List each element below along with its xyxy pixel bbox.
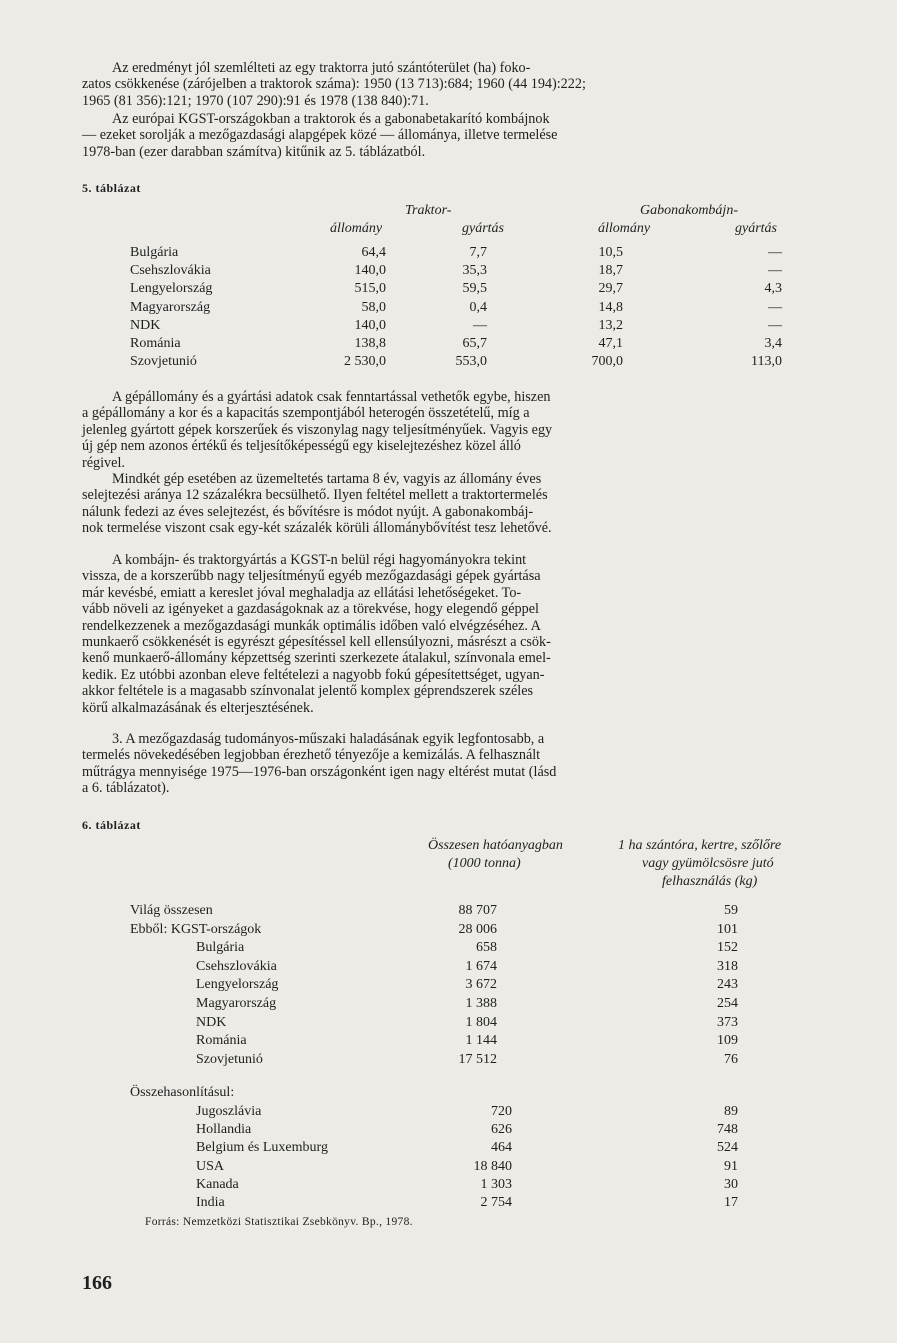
text-line: selejtezési aránya 12 százalékra becsülhető. Ilyen feltétel mellett a traktortermelés xyxy=(82,487,548,504)
table6-comparison-total: 2 754 xyxy=(480,1195,512,1210)
table6-comparison-label: Belgium és Luxemburg xyxy=(196,1140,328,1156)
table6-cell-total: 17 512 xyxy=(458,1051,497,1067)
table6-comparison-total: 626 xyxy=(491,1122,512,1138)
table5-cell: 4,3 xyxy=(764,281,782,297)
table5-cell: 140,0 xyxy=(354,263,386,279)
table5-cell: 553,0 xyxy=(455,354,487,370)
table5-cell: 138,8 xyxy=(354,336,386,351)
table5-row-country: Románia xyxy=(130,336,181,351)
table5-cell: 47,1 xyxy=(598,336,623,351)
text-line: a gépállomány a kor és a kapacitás szempontjából heterogén összetételű, míg a xyxy=(82,405,530,422)
table5-col-header: állomány xyxy=(330,221,383,236)
text-line: jelenleg gyártott gépek korszerűek és viszonylag nagy teljesítményűek. Vagyis egy xyxy=(82,421,553,438)
table5-cell: — xyxy=(768,299,782,315)
table5-cell: 64,4 xyxy=(361,245,386,260)
table5-cell: — xyxy=(768,263,782,279)
text-line: zatos csökkenése (zárójelben a traktorok száma): 1950 (13 713):684; 1960 (44 194):222; xyxy=(82,76,586,93)
table6-row-label: Magyarország xyxy=(196,996,277,1011)
text-line: 1965 (81 356):121; 1970 (107 290):91 és 1978 (138 840):71. xyxy=(82,92,429,109)
text-line: vissza, de a korszerűbb nagy teljesítményű egyéb mezőgazdasági gépek gyártása xyxy=(82,568,541,585)
table6-cell-per-ha: 109 xyxy=(717,1033,738,1049)
table6-cell-total: 1 804 xyxy=(465,1014,497,1030)
table6-row-label: Csehszlovákia xyxy=(196,958,277,974)
table5-cell: — xyxy=(768,245,782,260)
table6-comparison-total: 720 xyxy=(491,1104,512,1119)
text-line: 3. A mezőgazdaság tudományos-műszaki haladásának egyik legfontosabb, a xyxy=(112,731,545,747)
text-line: műtrágya mennyisége 1975—1976-ban országonként igen nagy eltérést mutat (lásd xyxy=(82,763,557,780)
table5-row-country: Szovjetunió xyxy=(130,354,197,370)
table5-cell: 65,7 xyxy=(462,336,487,351)
table5-cell: 3,4 xyxy=(764,336,782,351)
text-line: a 6. táblázatot). xyxy=(82,780,170,797)
table6-comparison-per-ha: 17 xyxy=(724,1195,738,1210)
table6-comparison-per-ha: 89 xyxy=(724,1104,738,1119)
table6-comparison-label: Összehasonlításul: xyxy=(130,1085,235,1100)
table5-cell: 58,0 xyxy=(361,299,386,315)
text-line: már kevésbé, emiatt a kereslet jóval meghaladja az ellátási lehetőségeket. To- xyxy=(82,584,522,601)
table6-comparison-per-ha: 748 xyxy=(717,1122,738,1138)
text-line: Mindkét gép esetében az üzemeltetés tartama 8 év, vagyis az állomány éves xyxy=(112,471,542,487)
table6-row-label: Ebből: KGST-országok xyxy=(130,921,262,937)
text-line: nok termelése viszont csak egy-két százalék körüli állománybővítést tesz lehetővé. xyxy=(82,520,552,537)
table5-cell: — xyxy=(473,317,487,333)
text-line: kedik. Ez utóbbi azonban eleve feltételezi a nagyobb fokú gépesítettséget, ugyan- xyxy=(82,666,545,683)
intro-paragraph-1 xyxy=(82,60,832,109)
text-line: — ezeket sorolják a mezőgazdasági alapgépek közé — állománya, illetve termelése xyxy=(82,127,558,144)
text-line: Az európai KGST-országokban a traktorok és a gabonabetakarító kombájnok xyxy=(112,111,550,127)
table6-comparison-total: 464 xyxy=(491,1140,512,1156)
table5-row-country: Csehszlovákia xyxy=(130,263,211,279)
text-line: A kombájn- és traktorgyártás a KGST-n belül régi hagyományokra tekint xyxy=(112,552,527,568)
table6-row-label: Szovjetunió xyxy=(196,1051,263,1067)
table5-row-country: Lengyelország xyxy=(130,281,213,297)
table6-cell-per-ha: 59 xyxy=(724,903,738,918)
paragraph-uzemeltetes xyxy=(82,471,832,537)
table5-cell: 29,7 xyxy=(598,281,623,297)
table5-cell: 7,7 xyxy=(469,245,487,260)
table5-header-traktor: Traktor- xyxy=(405,203,452,218)
paragraph-gepallomany xyxy=(82,389,832,471)
text-line: vább növeli az igényeket a gazdaságoknak az a törekvése, hogy elegendő géppel xyxy=(82,601,539,618)
table5-cell: — xyxy=(768,317,782,333)
text-line: A gépállomány és a gyártási adatok csak fenntartással vethetők egybe, hiszen xyxy=(112,389,551,405)
table6-cell-total: 1 144 xyxy=(465,1033,497,1049)
table5-cell: 18,7 xyxy=(598,263,623,279)
text-line: akkor feltétele is a magasabb színvonalat jelentő komplex géprendszerek széles xyxy=(82,683,534,700)
table5-row-country: NDK xyxy=(130,317,161,333)
table6-row-label: Románia xyxy=(196,1033,247,1049)
page-number: 166 xyxy=(82,1272,112,1294)
table6-comparison-label: Hollandia xyxy=(196,1122,252,1138)
table5-row-country: Magyarország xyxy=(130,299,211,315)
table6-cell-per-ha: 76 xyxy=(724,1051,738,1067)
table6-cell-per-ha: 243 xyxy=(717,977,738,993)
source-note: Forrás: Nemzetközi Statisztikai Zsebkönyv. Bp., 1978. xyxy=(145,1216,413,1228)
text-line: Az eredményt jól szemlélteti az egy traktorra jutó szántóterület (ha) foko- xyxy=(112,60,531,76)
table6-cell-per-ha: 318 xyxy=(717,958,738,974)
table6-row-label: Bulgária xyxy=(196,940,245,956)
table5-cell: 35,3 xyxy=(462,263,487,279)
table6-cell-per-ha: 254 xyxy=(717,996,738,1011)
table5-cell: 113,0 xyxy=(751,354,782,370)
table6-header-per-ha: 1 ha szántóra, kertre, szőlőre xyxy=(618,838,782,853)
table6-comparison-total: 18 840 xyxy=(473,1158,512,1174)
text-line: rendelkezzenek a mezőgazdasági munkák optimális időben való elvégzéséhez. A xyxy=(82,617,541,634)
table6-comparison-per-ha: 524 xyxy=(717,1140,738,1156)
table6-comparison-label: Kanada xyxy=(196,1176,239,1192)
text-line: új gép nem azonos értékű és teljesítőképességű egy kiselejtezéshez közel álló xyxy=(82,438,521,455)
table6-cell-total: 28 006 xyxy=(458,921,497,937)
table5-cell: 59,5 xyxy=(462,281,487,297)
table5-cell: 700,0 xyxy=(591,354,623,370)
table6-cell-total: 88 707 xyxy=(458,903,497,918)
table6-comparison-per-ha: 91 xyxy=(724,1158,738,1174)
paragraph-kemizalas xyxy=(82,731,832,797)
table5-cell: 2 530,0 xyxy=(344,354,386,370)
table5-cell: 13,2 xyxy=(598,317,623,333)
table6-header-per-ha: vagy gyümölcsösre jutó xyxy=(642,856,774,871)
table6-comparison-label: Jugoszlávia xyxy=(196,1104,262,1119)
table5-col-header: állomány xyxy=(598,221,651,236)
text-line: termelés növekedésében legjobban érezhető tényezője a kemizálás. A felhasznált xyxy=(82,747,541,764)
table6-cell-per-ha: 373 xyxy=(717,1014,738,1030)
text-line: kenő munkaerő-állomány képzettség szerinti szerkezete átalakul, színvonala emel- xyxy=(82,650,551,667)
table5-col-header: gyártás xyxy=(462,221,504,236)
table6-header-per-ha: felhasználás (kg) xyxy=(662,874,758,889)
table6-comparison-per-ha: 30 xyxy=(724,1176,738,1192)
table6-header-total-unit: (1000 tonna) xyxy=(448,856,521,871)
table6-cell-total: 1 674 xyxy=(465,958,497,974)
table5-cell: 10,5 xyxy=(598,245,623,260)
table6-header-total: Összesen hatóanyagban xyxy=(428,838,563,853)
table6-cell-total: 1 388 xyxy=(465,996,497,1011)
table6-cell-per-ha: 152 xyxy=(717,940,738,956)
table6-caption: 6. táblázat xyxy=(82,818,141,832)
table5-col-header: gyártás xyxy=(735,221,777,236)
text-line: 1978-ban (ezer darabban számítva) kitűnik az 5. táblázatból. xyxy=(82,143,426,160)
paragraph-kombajn xyxy=(82,552,832,716)
text-line: régivel. xyxy=(82,454,125,471)
table6-cell-per-ha: 101 xyxy=(717,921,738,937)
table6-cell-total: 658 xyxy=(476,940,497,956)
table5-cell: 0,4 xyxy=(469,299,487,315)
text-line: körű alkalmazásának és elterjesztésének. xyxy=(82,699,314,716)
table6-row-label: Világ összesen xyxy=(130,903,213,918)
table6-row-label: Lengyelország xyxy=(196,977,279,993)
table6-comparison-label: USA xyxy=(196,1158,225,1174)
table5-row-country: Bulgária xyxy=(130,245,179,260)
table5-caption: 5. táblázat xyxy=(82,181,141,195)
table5-header-gabona: Gabonakombájn- xyxy=(640,203,738,218)
table6-row-label: NDK xyxy=(196,1014,227,1030)
text-line: nálunk fedezi az éves selejtezést, és bővítésre is módot nyújt. A gabonakombáj- xyxy=(82,503,534,520)
text-line: munkaerő csökkenését is egyrészt gépesítéssel kell ellensúlyozni, másrészt a csök- xyxy=(82,634,551,651)
table5-cell: 140,0 xyxy=(354,317,386,333)
table5-cell: 515,0 xyxy=(354,281,386,297)
table6-comparison-label: India xyxy=(196,1195,225,1210)
table6-cell-total: 3 672 xyxy=(465,977,497,993)
intro-paragraph-2 xyxy=(82,111,832,160)
table5-cell: 14,8 xyxy=(598,299,623,315)
table6-comparison-total: 1 303 xyxy=(480,1176,512,1192)
